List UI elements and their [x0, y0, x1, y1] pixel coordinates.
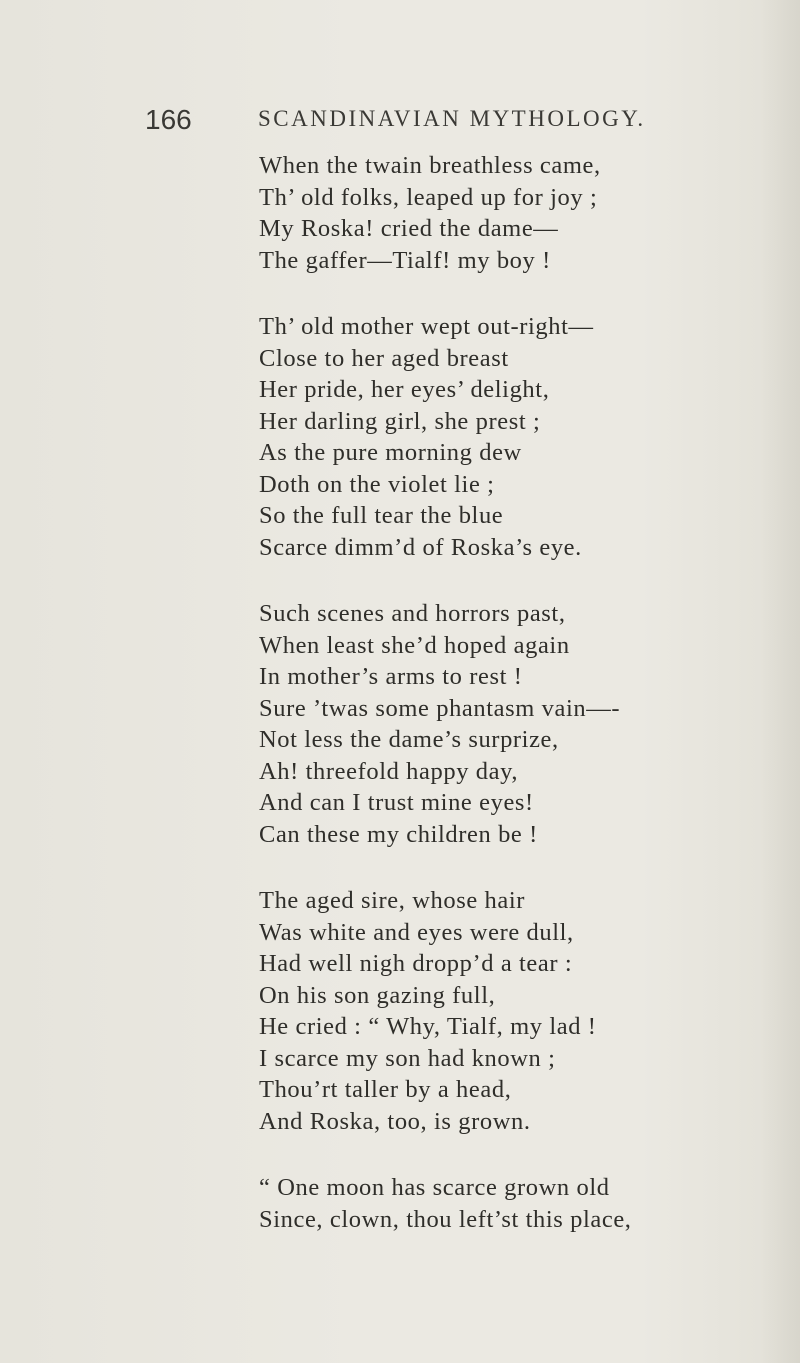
running-title: SCANDINAVIAN MYTHOLOGY. [258, 106, 646, 131]
poem-line: “ One moon has scarce grown old [259, 1174, 610, 1201]
poem-line: So the full tear the blue [259, 502, 504, 529]
poem-line: And Roska, too, is grown. [259, 1107, 531, 1135]
poem-line: Th’ old folks, leaped up for joy ; [259, 183, 598, 211]
poem-line: Was white and eyes were dull, [259, 918, 574, 946]
poem-line: Thou’rt taller by a head, [259, 1076, 512, 1103]
poem-line: The aged sire, whose hair [259, 887, 526, 914]
poem-line: The gaffer—Tialf! my boy ! [259, 246, 551, 274]
stanza-4 [259, 885, 779, 1137]
poem-line: My Roska! cried the dame— [259, 215, 559, 242]
stanza-5 [259, 1172, 779, 1235]
poem-line: Ah! threefold happy day, [259, 757, 519, 785]
poem-line: Since, clown, thou left’st this place, [259, 1205, 632, 1233]
page-header [0, 100, 800, 140]
poem-line: And can I trust mine eyes! [259, 789, 534, 816]
poem-line: He cried : “ Why, Tialf, my lad ! [259, 1013, 597, 1040]
poem-line: I scarce my son had known ; [259, 1044, 556, 1072]
poem-line: Her pride, her eyes’ delight, [259, 376, 550, 403]
poem-line: Sure ’twas some phantasm vain—- [259, 694, 621, 722]
poem-line: Can these my children be ! [259, 820, 538, 848]
poem-line: Not less the dame’s surprize, [259, 726, 559, 753]
poem-line: Her darling girl, she prest ; [259, 407, 541, 435]
poem-line: Th’ old mother wept out-right— [259, 313, 594, 340]
poem-line: When least she’d hoped again [259, 631, 570, 659]
poem-line: Had well nigh dropp’d a tear : [259, 950, 573, 977]
poem-line: Scarce dimm’d of Roska’s eye. [259, 533, 582, 561]
stanza-3 [259, 598, 779, 850]
poem [259, 150, 779, 1270]
poem-line: Close to her aged breast [259, 344, 509, 372]
poem-line: As the pure morning dew [259, 439, 522, 466]
page-number: 166 [145, 104, 192, 135]
poem-line: In mother’s arms to rest ! [259, 663, 523, 690]
poem-line: When the twain breathless came, [259, 152, 601, 179]
poem-line: On his son gazing full, [259, 981, 496, 1009]
poem-line: Such scenes and horrors past, [259, 600, 566, 627]
stanza-2 [259, 311, 779, 563]
poem-line: Doth on the violet lie ; [259, 470, 495, 498]
stanza-1 [259, 150, 779, 276]
